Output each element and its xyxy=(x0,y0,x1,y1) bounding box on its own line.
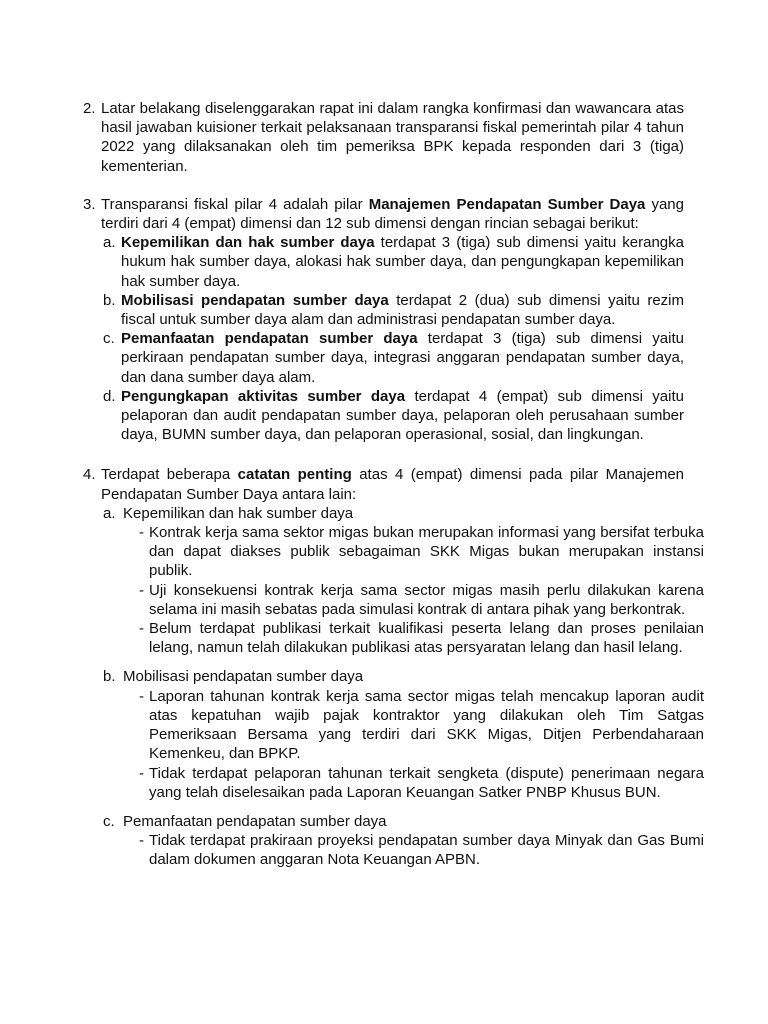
sub-item-text: terdapat 3 (tiga) sub dimensi yaitu kerangka hukum hak sumber daya, alokasi hak sumber daya, dan pengungkapan kepemilikan hak sumber daya. xyxy=(121,234,684,290)
dash-marker: - xyxy=(139,687,144,705)
paragraph-text-post: yang terdiri dari 4 (empat) dimensi dan 12 sub dimensi dengan rincian sebagai berikut: xyxy=(101,195,684,233)
sub-item-a xyxy=(103,233,684,291)
bullet-text: Uji konsekuensi kontrak kerja sama sector migas masih perlu dilakukan karena selama ini masih sebatas pada simulasi kontrak di antara pihak yang berkontrak. xyxy=(149,581,704,618)
sub-item-bold: Kepemilikan dan hak sumber daya xyxy=(121,234,375,252)
sub-item-d xyxy=(103,387,684,445)
sub-item-b xyxy=(103,291,685,329)
sub-item-bold: Mobilisasi pendapatan sumber daya xyxy=(121,291,389,309)
bullet-item xyxy=(139,581,704,619)
paragraph-text-post: atas 4 (empat) dimensi pada pilar Manajemen Pendapatan Sumber Daya antara lain: xyxy=(101,466,684,503)
bullet-item xyxy=(139,619,704,657)
sub-letter: c. xyxy=(103,330,115,348)
section-a xyxy=(103,504,704,658)
sub-letter: b. xyxy=(103,291,116,309)
dash-marker: - xyxy=(139,524,144,542)
bullet-text: Tidak terdapat pelaporan tahunan terkait sengketa (dispute) penerimaan negara yang telah diselesaikan pada Laporan Keuangan Satker PNBP Khusus BUN. xyxy=(149,764,704,801)
section-title: Mobilisasi pendapatan sumber daya xyxy=(123,668,364,686)
list-item-3 xyxy=(83,195,685,445)
sub-item-c xyxy=(103,329,684,387)
section-c xyxy=(103,812,704,870)
list-number: 4. xyxy=(83,466,96,484)
sub-letter: d. xyxy=(103,387,116,405)
dash-marker: - xyxy=(139,832,144,850)
bullet-text: Laporan tahunan kontrak kerja sama sector migas telah mencakup laporan audit atas kepatuhan wajib pajak kontraktor yang dilakukan oleh Tim Satgas Pemeriksaan Bersama yang terdiri dari SKK Migas, Ditjen Perbendaharaan Kemenkeu, dan BPKP. xyxy=(149,687,704,763)
sub-letter: a. xyxy=(103,234,116,252)
bullet-text: Kontrak kerja sama sektor migas bukan merupakan informasi yang bersifat terbuka dan dapat diakses publik sebagaiman SKK Migas bukan merupakan instansi publik. xyxy=(149,524,704,580)
list-item-4 xyxy=(83,465,704,869)
list-item-2 xyxy=(83,99,684,176)
section-title: Pemanfaatan pendapatan sumber daya xyxy=(123,812,387,830)
sub-item-bold: Pengungkapan aktivitas sumber daya xyxy=(121,387,406,405)
bullet-item xyxy=(139,523,704,581)
sub-letter: c. xyxy=(103,812,115,830)
section-title: Kepemilikan dan hak sumber daya xyxy=(123,504,354,522)
sub-item-text: terdapat 2 (dua) sub dimensi yaitu rezim fiscal untuk sumber daya alam dan administrasi pendapatan sumber daya. xyxy=(121,291,685,329)
bullet-item xyxy=(139,687,704,764)
section-heading xyxy=(103,812,684,831)
dash-marker: - xyxy=(139,764,144,782)
sub-letter: a. xyxy=(103,504,116,522)
paragraph-text-bold: Manajemen Pendapatan Sumber Daya xyxy=(368,195,646,213)
section-heading xyxy=(103,504,684,523)
sub-item-text: terdapat 4 (empat) sub dimensi yaitu pelaporan dan audit pendapatan sumber daya, pelaporan oleh perusahaan sumber daya, BUMN sumber daya, dan pelaporan operasional, sosial, dan lingkungan. xyxy=(121,387,684,444)
paragraph-text-bold: catatan penting xyxy=(237,466,352,484)
bullet-item xyxy=(139,764,704,802)
bullet-text: Tidak terdapat prakiraan proyeksi pendapatan sumber daya Minyak dan Gas Bumi dalam dokumen anggaran Nota Keuangan APBN. xyxy=(149,832,704,869)
sub-item-bold: Pemanfaatan pendapatan sumber daya xyxy=(121,330,418,348)
dash-marker: - xyxy=(139,620,144,638)
sub-letter: b. xyxy=(103,668,116,686)
paragraph-text-pre: Transparansi fiskal pilar 4 adalah pilar xyxy=(101,195,369,213)
list-number: 3. xyxy=(83,195,96,213)
bullet-text: Belum terdapat publikasi terkait kualifikasi peserta lelang dan proses penilaian lelang, namun telah dilakukan publikasi atas persyaratan lelang dan hasil lelang. xyxy=(149,620,704,657)
bullet-item xyxy=(139,831,704,869)
section-b xyxy=(103,667,704,801)
section-heading xyxy=(103,667,684,686)
sub-item-text: terdapat 3 (tiga) sub dimensi yaitu perkiraan pendapatan sumber daya, integrasi anggaran pendapatan sumber daya, dan dana sumber daya alam. xyxy=(121,330,684,386)
paragraph-text-pre: Terdapat beberapa xyxy=(101,466,238,484)
paragraph-text: Latar belakang diselenggarakan rapat ini dalam rangka konfirmasi dan wawancara atas hasil jawaban kuisioner terkait pelaksanaan transparansi fiskal pemerintah pilar 4 tahun 2022 yang dilaksanakan oleh tim pemeriksa BPK kepada responden dari 3 (tiga) kementerian. xyxy=(101,100,684,175)
dash-marker: - xyxy=(139,581,144,599)
list-number: 2. xyxy=(83,100,96,117)
